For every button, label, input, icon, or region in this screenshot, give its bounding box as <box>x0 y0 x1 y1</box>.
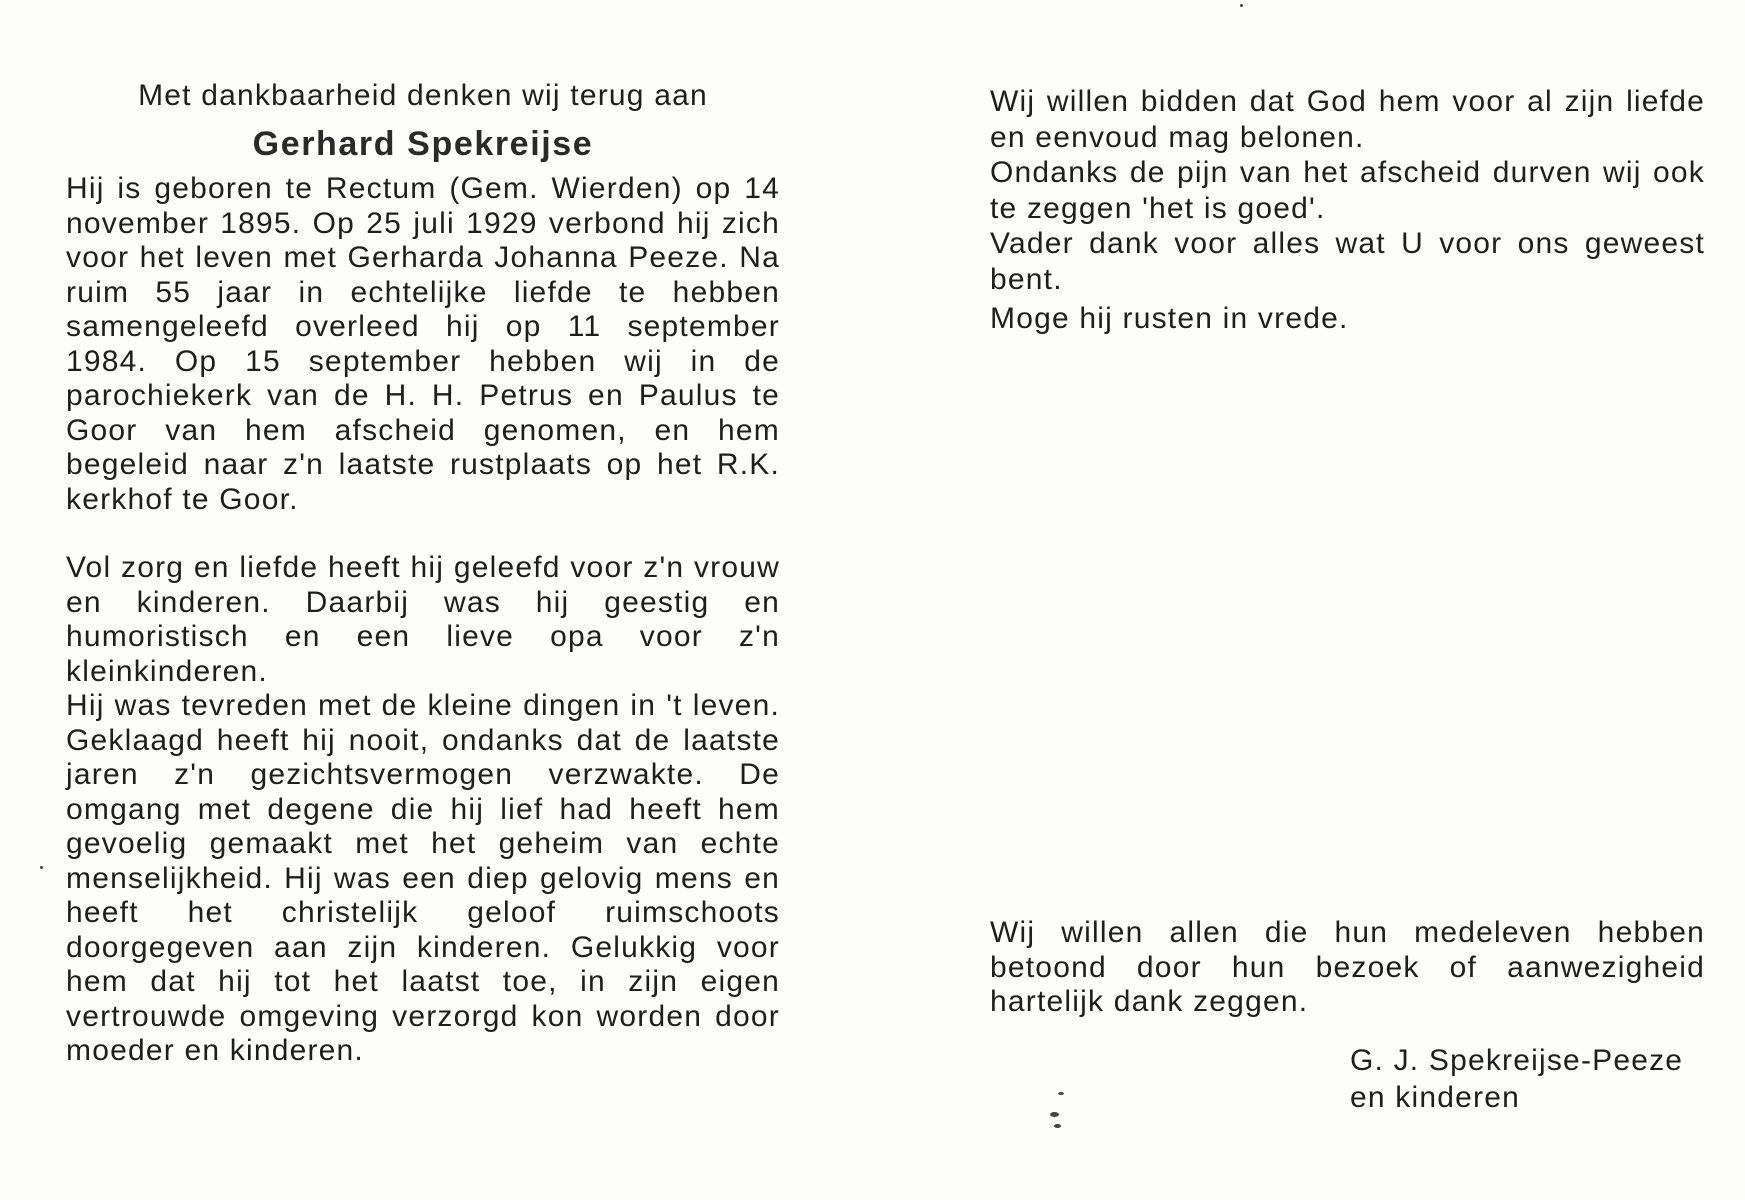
signature-block <box>1350 1042 1683 1116</box>
print-speck <box>1050 1112 1059 1117</box>
print-speck <box>1058 1092 1064 1095</box>
biography-paragraph: Hij is geboren te Rectum (Gem. Wierden) op 14 november 1895. Op 25 juli 1929 verbond hij zich voor het leven met Gerharda Johanna Peeze. Na ruim 55 jaar in echtelijke liefde te hebben samengeleefd overleed hij op 11 september 1984. Op 15 september hebben wij in de parochiekerk van de H. H. Petrus en Paulus te Goor van hem afscheid genomen, en hem begeleid naar z'n laatste rustplaats op het R.K. kerkhof te Goor. <box>66 172 780 516</box>
fold-line <box>872 0 873 1200</box>
print-speck <box>1054 1124 1061 1128</box>
right-column <box>990 84 1705 337</box>
father-thanks-paragraph: Vader dank voor alles wat U voor ons geweest bent. <box>990 227 1705 296</box>
paragraph-gap <box>66 517 780 551</box>
prayer-paragraph: Wij willen bidden dat God hem voor al zijn liefde en eenvoud mag belonen. <box>990 85 1705 154</box>
intro-line: Met dankbaarheid denken wij terug aan <box>138 79 708 112</box>
left-column <box>66 78 780 1069</box>
thanks-paragraph: Wij willen allen die hun medeleven hebben betoond door hun bezoek of aanwezigheid hartelijk dank zeggen. <box>990 916 1705 1018</box>
signature-name: G. J. Spekreijse-Peeze <box>1350 1044 1684 1077</box>
signature-family: en kinderen <box>1350 1081 1520 1114</box>
deceased-name: Gerhard Spekreijse <box>252 125 594 163</box>
farewell-paragraph: Ondanks de pijn van het afscheid durven wij ook te zeggen 'het is goed'. <box>990 156 1705 225</box>
care-paragraph: Vol zorg en liefde heeft hij geleefd voor z'n vrouw en kinderen. Daarbij was hij geestig en humoristisch en een lieve opa voor z'n kleinkinderen. <box>66 551 780 688</box>
contentment-paragraph: Hij was tevreden met de kleine dingen in 't leven. Geklaagd heeft hij nooit, ondanks dat de laatste jaren z'n gezichtsvermogen verzwakte. De omgang met degene die hij lief had heeft hem gevoelig gemaakt met het geheim van echte menselijkheid. Hij was een diep gelovig mens en heeft het christelijk geloof ruimschoots doorgegeven aan zijn kinderen. Gelukkig voor hem dat hij tot het laatst toe, in zijn eigen vertrouwde omgeving verzorgd kon worden door moeder en kinderen. <box>66 689 780 1067</box>
rest-in-peace-line: Moge hij rusten in vrede. <box>990 302 1349 335</box>
print-speck <box>40 866 43 869</box>
print-speck <box>1240 4 1243 7</box>
